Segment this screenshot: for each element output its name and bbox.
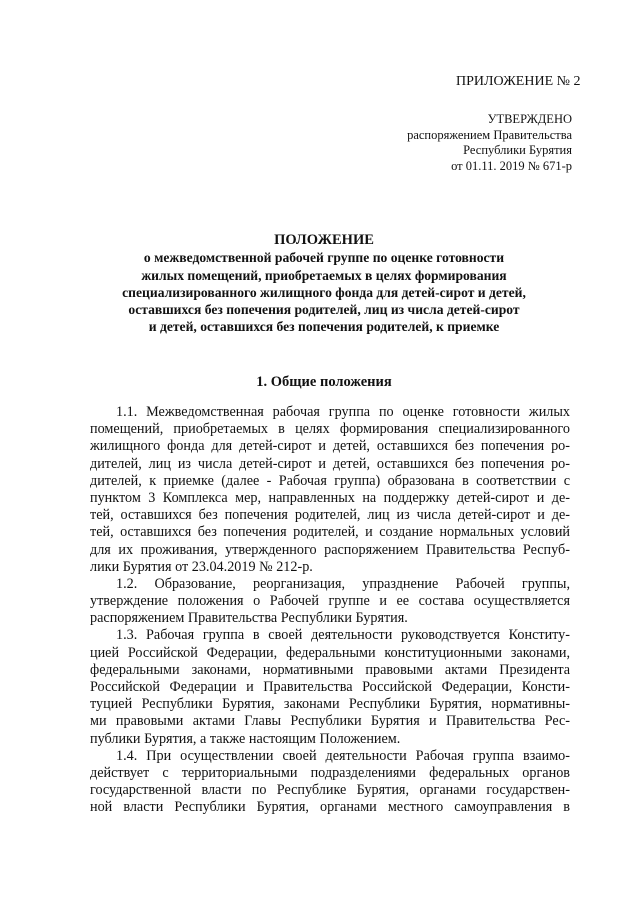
title-line: о межведомственной рабочей группе по оценке готовности [143,250,505,266]
paragraph-line: 1.3. Рабочая группа в своей деятельности руководствуется Конститу- [116,627,570,644]
paragraph-line: тей, оставшихся без попечения родителей, лиц из числа детей-сирот и де- [90,507,570,524]
paragraph-line: для их проживания, утвержденного распоряжением Правительства Респуб- [90,541,570,558]
paragraph-line: помещений, приобретаемых в целях формирования специализированного [90,421,570,438]
paragraph-line: 1.1. Межведомственная рабочая группа по оценке готовности жилых [116,404,570,420]
paragraph-line: распоряжением Правительства Республики Бурятия. [90,610,408,627]
paragraph-line: ной власти Республики Бурятия, органами местного самоуправления в [90,799,570,816]
appendix-label: ПРИЛОЖЕНИЕ № 2 [456,74,581,89]
paragraph-line: 1.2. Образование, реорганизация, упразднение Рабочей группы, [116,575,570,592]
title-line: специализированного жилищного фонда для детей-сирот и детей, [122,284,526,300]
paragraph-line: Российской Федерации и Правительства Российской Федерации, Консти- [90,679,570,695]
approval-line: распоряжением Правительства [407,127,572,142]
body-text [90,404,570,817]
paragraph-line: дителей, лиц из числа детей-сирот и детей, оставшихся без попечения ро- [90,455,570,472]
paragraph-line: тей, оставшихся без попечения родителей, и создание нормальных условий [90,524,570,541]
paragraph-line: туцией Республики Бурятия, законами Республики Бурятия, нормативны- [90,696,570,713]
paragraph-line: пунктом 3 Комплекса мер, направленных на поддержку детей-сирот и де- [90,489,570,506]
paragraph-line: цией Российской Федерации, федеральными конституционными законами, [90,644,570,661]
paragraph-line: действует с территориальными подразделениями федеральных органов [90,764,570,781]
approval-line: УТВЕРЖДЕНО [487,112,572,126]
title-line: жилых помещений, приобретаемых в целях формирования [141,267,507,283]
title-main: ПОЛОЖЕНИЕ [274,232,374,248]
paragraph-line: жилищного фонда для детей-сирот и детей, оставшихся без попечения ро- [90,438,570,455]
paragraph-line: дителей, к приемке (далее - Рабочая группа) образована в соответствии с [90,472,570,489]
section-heading: 1. Общие положения [256,374,392,390]
title-line: оставшихся без попечения родителей, лиц из числа детей-сирот [128,302,520,318]
approval-line: от 01.11. 2019 № 671-р [451,158,572,173]
paragraph-line: утверждение положения о Рабочей группе и ее состава осуществляется [90,593,570,610]
paragraph-line: 1.4. При осуществлении своей деятельности Рабочая группа взаимо- [116,747,570,764]
paragraph-line: ми правовыми актами Главы Республики Бурятия и Правительства Рес- [90,713,570,730]
document-title [68,232,580,336]
paragraph-line: публики Бурятия, а также настоящим Положением. [90,730,401,747]
title-line: и детей, оставшихся без попечения родителей, к приемке [148,319,500,335]
approval-stamp [407,112,572,174]
paragraph-line: государственной власти по Республике Бурятия, органами государствен- [90,782,570,799]
paragraph-line: лики Бурятия от 23.04.2019 № 212-р. [90,558,313,575]
paragraph-line: федеральными законами, нормативными правовыми актами Президента [90,661,570,678]
approval-line: Республики Бурятия [463,143,572,157]
